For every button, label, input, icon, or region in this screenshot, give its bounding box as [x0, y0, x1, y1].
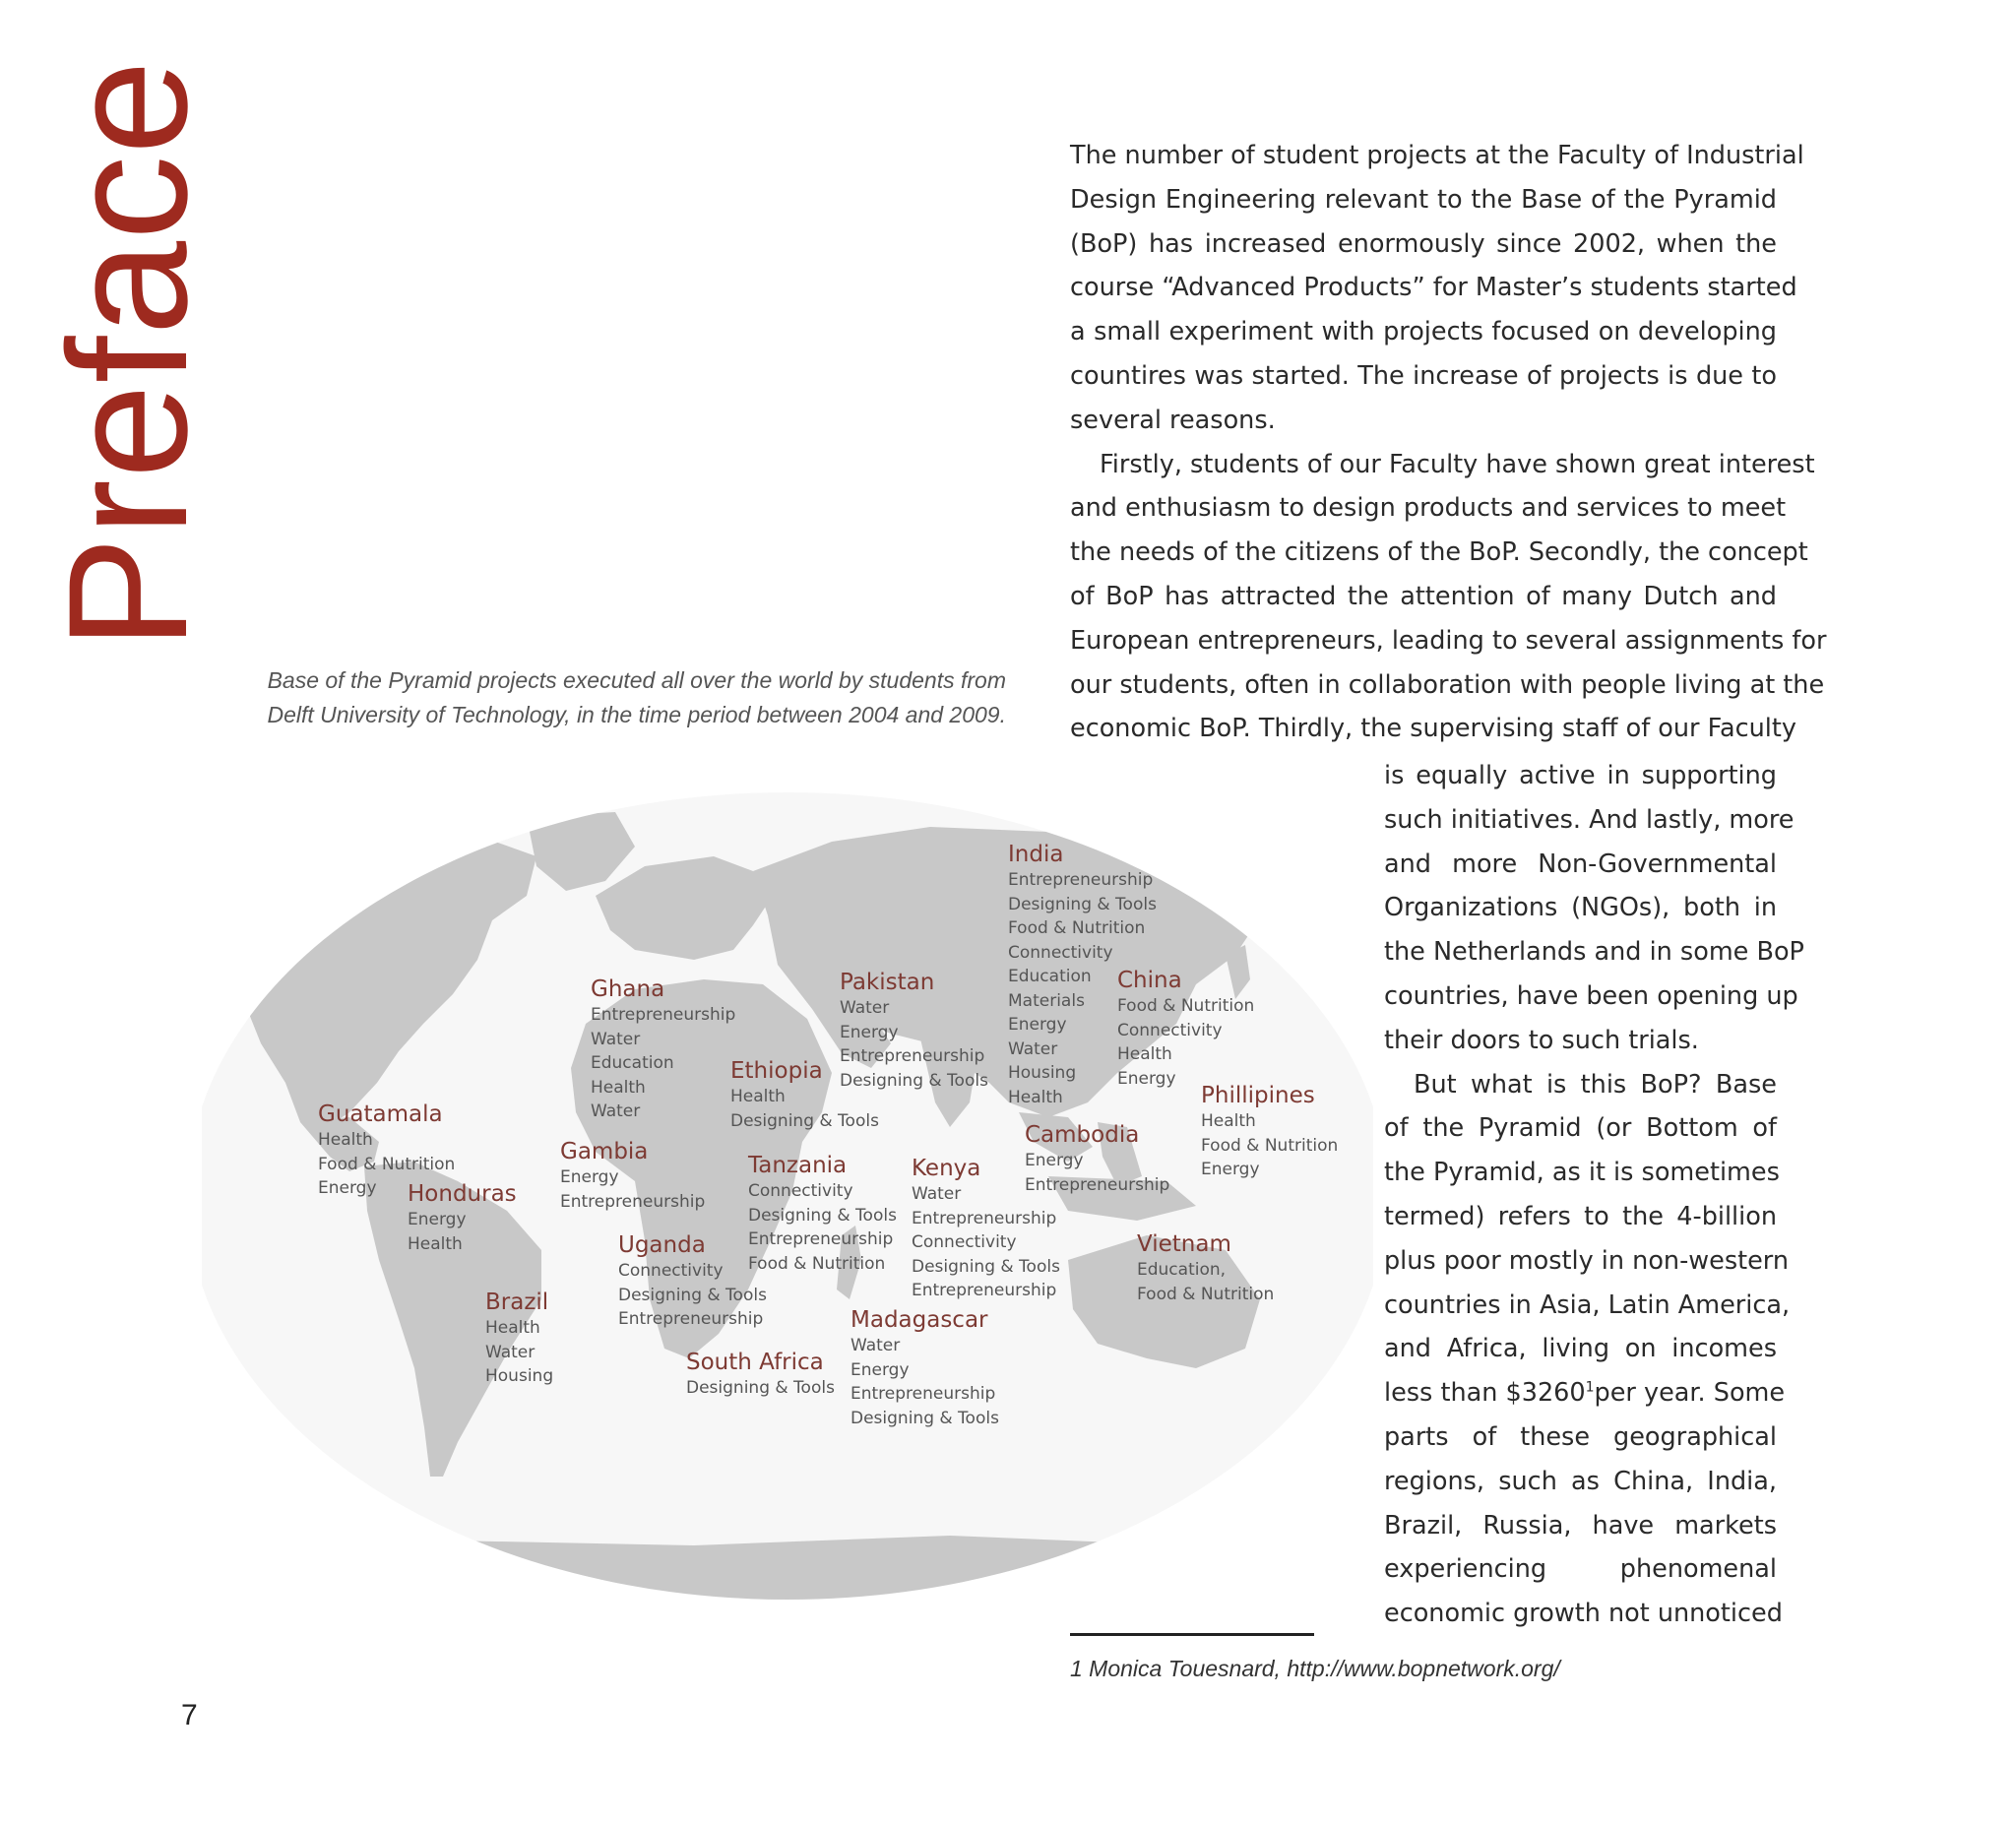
map-label-ethiopia	[730, 1058, 879, 1133]
country-name: Cambodia	[1025, 1122, 1140, 1148]
topic-label: Designing & Tools	[850, 1408, 999, 1428]
topic-label: Water	[850, 1336, 901, 1355]
page-number: 7	[181, 1699, 198, 1731]
body-line: and Africa, living on incomes	[1384, 1334, 1777, 1364]
body-line: The number of student projects at the Faculty of Industrial	[1070, 141, 1804, 170]
footnote: 1 Monica Touesnard, http://www.bopnetwork.org/	[1070, 1656, 1560, 1681]
body-line: But what is this BoP? Base	[1414, 1069, 1777, 1100]
map-label-ghana	[591, 976, 735, 1124]
topic-label: Energy	[318, 1178, 377, 1198]
country-name: Tanzania	[748, 1153, 848, 1178]
topic-label: Energy	[1117, 1068, 1176, 1089]
body-line: and more Non-Governmental	[1384, 849, 1777, 879]
country-name: Brazil	[485, 1289, 549, 1315]
body-line: economic BoP. Thirdly, the supervising staff of our Faculty	[1070, 714, 1796, 744]
topic-label: Designing & Tools	[730, 1110, 879, 1131]
topic-label: Entrepreneurship	[912, 1281, 1057, 1300]
body-line-with-footnote	[1384, 1371, 1786, 1415]
body-line: is equally active in supporting	[1384, 761, 1777, 790]
topic-label: Designing & Tools	[748, 1205, 897, 1226]
topic-label: Connectivity	[1117, 1020, 1223, 1040]
body-text-fragment: per year. Some	[1594, 1378, 1786, 1409]
body-line: our students, often in collaboration with people living at the	[1070, 669, 1825, 700]
topic-label: Entrepreneurship	[748, 1229, 894, 1249]
body-line: Brazil, Russia, have markets	[1384, 1510, 1777, 1541]
body-line: course “Advanced Products” for Master’s students started	[1070, 273, 1797, 303]
topic-label: Health	[318, 1130, 373, 1150]
body-line: parts of these geographical	[1384, 1421, 1777, 1452]
topic-label: Energy	[1025, 1151, 1084, 1170]
body-line: countires was started. The increase of projects is due to	[1070, 360, 1777, 391]
body-line: of BoP has attracted the attention of many Dutch and	[1070, 581, 1777, 611]
topic-label: Water	[912, 1184, 962, 1204]
topic-label: Entrepreneurship	[618, 1309, 764, 1329]
body-line: and enthusiasm to design products and services to meet	[1070, 493, 1787, 524]
country-name: Pakistan	[840, 970, 935, 995]
topic-label: Food & Nutrition	[748, 1253, 886, 1274]
body-line: termed) refers to the 4-billion	[1384, 1201, 1777, 1231]
topic-label: Health	[485, 1318, 540, 1338]
body-line: the needs of the citizens of the BoP. Secondly, the concept	[1070, 537, 1808, 568]
body-line: countries in Asia, Latin America,	[1384, 1289, 1791, 1320]
topic-label: Health	[1117, 1044, 1172, 1064]
map-label-brazil	[485, 1289, 553, 1389]
body-line: experiencing phenomenal	[1384, 1554, 1777, 1585]
topic-label: Food & Nutrition	[1008, 918, 1146, 938]
topic-label: Water	[591, 1029, 641, 1049]
map-label-south-africa	[686, 1350, 835, 1401]
topic-label: Food & Nutrition	[1137, 1284, 1275, 1304]
topic-label: Food & Nutrition	[318, 1154, 456, 1174]
body-line: Organizations (NGOs), both in	[1384, 893, 1777, 923]
country-name: Kenya	[912, 1156, 981, 1181]
country-name: Guatamala	[318, 1101, 443, 1127]
topic-label: Entrepreneurship	[591, 1005, 736, 1025]
map-label-madagascar	[850, 1307, 999, 1430]
map-label-gambia	[560, 1139, 705, 1214]
country-name: Madagascar	[850, 1307, 988, 1333]
body-line: several reasons.	[1070, 405, 1276, 435]
body-line: such initiatives. And lastly, more	[1384, 804, 1795, 835]
body-line: of the Pyramid (or Bottom of	[1384, 1113, 1777, 1144]
body-line: Design Engineering relevant to the Base of the Pyramid	[1070, 184, 1777, 215]
topic-label: Food & Nutrition	[1201, 1135, 1339, 1156]
map-label-china	[1117, 968, 1254, 1091]
topic-label: Connectivity	[1008, 942, 1113, 963]
country-name: Ethiopia	[730, 1058, 823, 1084]
title-area	[33, 59, 222, 650]
topic-label: Education,	[1137, 1260, 1227, 1280]
topic-label: Designing & Tools	[840, 1070, 988, 1091]
topic-label: Health	[408, 1233, 463, 1254]
body-text-fragment: less than $3260	[1384, 1378, 1586, 1409]
topic-label: Designing & Tools	[912, 1256, 1060, 1277]
topic-label: Entrepreneurship	[840, 1046, 985, 1066]
topic-label: Energy	[408, 1210, 467, 1229]
topic-label: Health	[730, 1087, 786, 1106]
topic-label: Connectivity	[748, 1181, 853, 1201]
country-name: Gambia	[560, 1139, 649, 1164]
body-line: regions, such as China, India,	[1384, 1466, 1777, 1496]
body-line: their doors to such trials.	[1384, 1025, 1699, 1055]
topic-label: Entrepreneurship	[850, 1384, 996, 1404]
country-name: Ghana	[591, 976, 665, 1002]
body-column-lower	[1384, 754, 1804, 1636]
topic-label: Connectivity	[912, 1232, 1017, 1252]
topic-label: Entrepreneurship	[912, 1208, 1057, 1228]
topic-label: Water	[591, 1101, 641, 1121]
footnote-divider	[1070, 1633, 1314, 1636]
country-name: South Africa	[686, 1350, 824, 1375]
body-line: a small experiment with projects focused on developing	[1070, 317, 1777, 347]
topic-label: Water	[840, 998, 890, 1018]
country-name: India	[1008, 842, 1064, 867]
topic-label: Education	[591, 1053, 674, 1073]
body-line: (BoP) has increased enormously since 2002, when the	[1070, 228, 1777, 259]
topic-label: Education	[1008, 967, 1092, 986]
country-name: Honduras	[408, 1181, 517, 1207]
body-line: the Netherlands and in some BoP	[1384, 937, 1804, 968]
topic-label: Designing & Tools	[618, 1285, 767, 1305]
country-name: Uganda	[618, 1232, 706, 1258]
page-title: Preface	[33, 59, 222, 650]
country-name: Phillipines	[1201, 1083, 1315, 1108]
map-caption	[197, 663, 1006, 732]
topic-label: Energy	[840, 1022, 899, 1042]
map-label-phillipines	[1201, 1083, 1338, 1182]
map-label-tanzania	[748, 1153, 897, 1276]
topic-label: Housing	[485, 1366, 554, 1386]
topic-label: Entrepreneurship	[560, 1191, 706, 1212]
topic-label: Energy	[1201, 1160, 1260, 1179]
topic-label: Connectivity	[618, 1261, 724, 1281]
topic-label: Food & Nutrition	[1117, 996, 1255, 1016]
body-column-upper	[1070, 134, 1827, 751]
caption-line: Delft University of Technology, in the time period between 2004 and 2009.	[267, 702, 1006, 727]
body-line: the Pyramid, as it is sometimes	[1384, 1158, 1780, 1188]
footnote-marker: 1	[1585, 1379, 1595, 1396]
topic-label: Entrepreneurship	[1008, 870, 1154, 890]
topic-label: Health	[591, 1077, 646, 1098]
topic-label: Materials	[1008, 990, 1085, 1011]
topic-label: Designing & Tools	[1008, 894, 1157, 914]
topic-label: Water	[485, 1342, 536, 1362]
map-label-cambodia	[1025, 1122, 1169, 1197]
topic-label: Housing	[1008, 1063, 1077, 1083]
caption-line: Base of the Pyramid projects executed all over the world by students from	[267, 667, 1006, 693]
topic-label: Health	[1201, 1111, 1256, 1131]
topic-label: Designing & Tools	[686, 1378, 835, 1398]
body-line: European entrepreneurs, leading to several assignments for	[1070, 625, 1827, 656]
country-name: China	[1117, 968, 1182, 993]
body-line: plus poor mostly in non-western	[1384, 1245, 1790, 1276]
topic-label: Entrepreneurship	[1025, 1174, 1170, 1195]
world-map	[202, 787, 1373, 1604]
body-line: economic growth not unnoticed	[1384, 1599, 1783, 1629]
topic-label: Water	[1008, 1038, 1058, 1059]
country-name: Vietnam	[1137, 1231, 1231, 1257]
map-label-uganda	[618, 1232, 767, 1332]
topic-label: Energy	[1008, 1015, 1067, 1035]
topic-label: Energy	[850, 1359, 910, 1380]
body-line: countries, have been opening up	[1384, 980, 1798, 1011]
topic-label: Health	[1008, 1087, 1063, 1107]
map-label-vietnam	[1137, 1231, 1274, 1306]
body-line-part	[1384, 1371, 1595, 1415]
body-line: Firstly, students of our Faculty have shown great interest	[1100, 449, 1815, 479]
topic-label: Energy	[560, 1167, 619, 1187]
map-label-honduras	[408, 1181, 517, 1256]
